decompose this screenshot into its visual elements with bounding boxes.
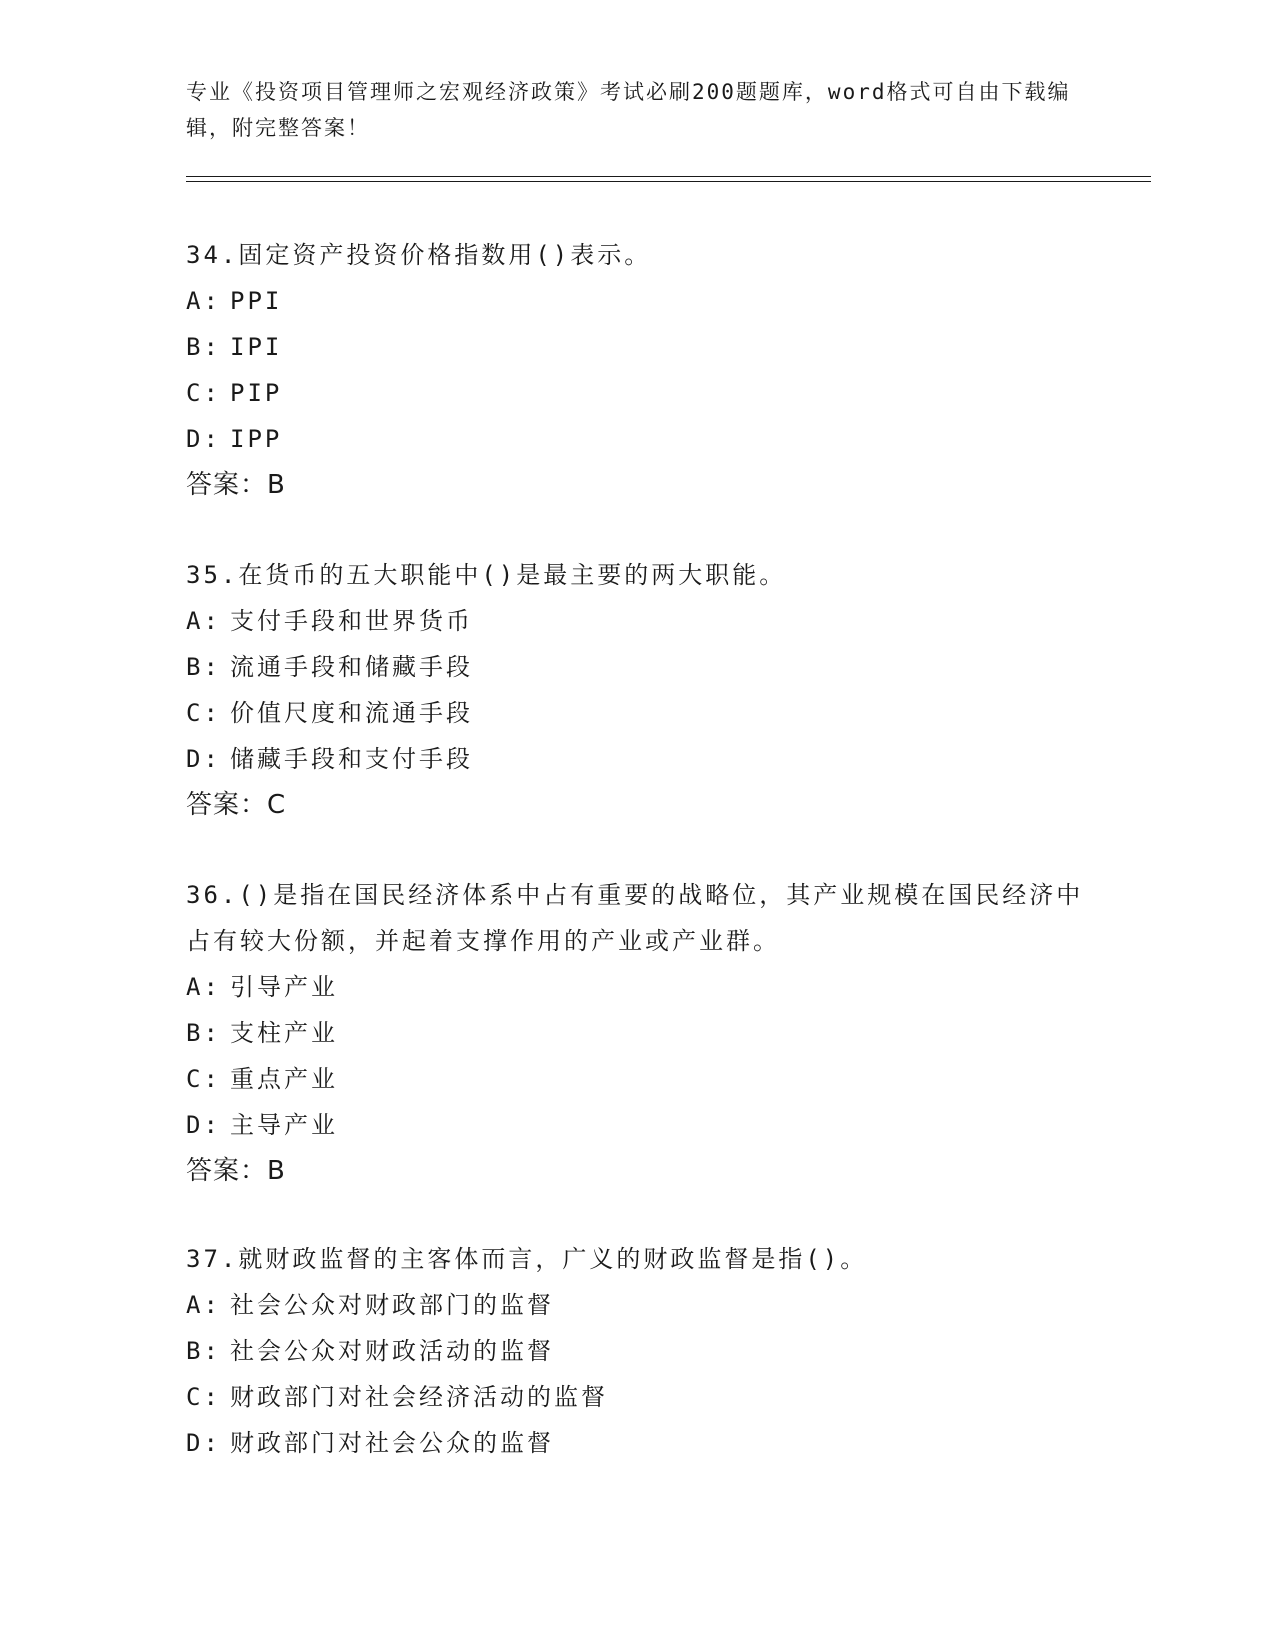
option-d [186, 416, 1086, 462]
option-letter: B: [186, 333, 221, 361]
option-text: 支付手段和世界货币 [230, 607, 473, 635]
document-header-text: 专业《投资项目管理师之宏观经济政策》考试必刷200题题库，word格式可自由下载编辑，附完整答案！ [186, 80, 1071, 140]
header-divider-line [186, 176, 1151, 177]
option-b [186, 644, 1086, 690]
option-c [186, 1056, 1086, 1102]
option-a [186, 278, 1086, 324]
option-letter: C: [186, 1065, 221, 1093]
question-stem: 37.就财政监督的主客体而言，广义的财政监督是指()。 [186, 1245, 868, 1273]
option-text: 流通手段和储藏手段 [230, 653, 473, 681]
question-34 [186, 232, 1086, 508]
question-stem: 34.固定资产投资价格指数用()表示。 [186, 241, 652, 269]
option-text: IPI [230, 333, 283, 361]
option-a [186, 598, 1086, 644]
option-letter: C: [186, 1383, 221, 1411]
option-text: 重点产业 [230, 1065, 338, 1093]
option-letter: D: [186, 745, 221, 773]
option-text: 储藏手段和支付手段 [230, 745, 473, 773]
option-letter: A: [186, 607, 221, 635]
option-b [186, 1328, 1086, 1374]
question-37 [186, 1236, 1086, 1466]
option-text: 社会公众对财政活动的监督 [230, 1337, 554, 1365]
option-c [186, 1374, 1086, 1420]
option-b [186, 1010, 1086, 1056]
option-text: 支柱产业 [230, 1019, 338, 1047]
option-text: IPP [230, 425, 283, 453]
option-text: PIP [230, 379, 283, 407]
option-letter: A: [186, 287, 221, 315]
option-letter: D: [186, 1111, 221, 1139]
answer-line: 答案：C [186, 790, 287, 820]
option-letter: D: [186, 1429, 221, 1457]
option-d [186, 1420, 1086, 1466]
question-36 [186, 872, 1086, 1194]
option-b [186, 324, 1086, 370]
option-c [186, 370, 1086, 416]
question-stem: 36.()是指在国民经济体系中占有重要的战略位，其产业规模在国民经济中占有较大份额，并起着支撑作用的产业或产业群。 [186, 881, 1084, 955]
option-a [186, 1282, 1086, 1328]
option-text: 主导产业 [230, 1111, 338, 1139]
option-letter: B: [186, 653, 221, 681]
option-text: 引导产业 [230, 973, 338, 1001]
header-divider-line-second [186, 181, 1151, 182]
option-text: 财政部门对社会经济活动的监督 [230, 1383, 608, 1411]
option-a [186, 964, 1086, 1010]
option-letter: D: [186, 425, 221, 453]
option-text: 社会公众对财政部门的监督 [230, 1291, 554, 1319]
option-letter: B: [186, 1337, 221, 1365]
option-c [186, 690, 1086, 736]
answer-line: 答案：B [186, 470, 286, 500]
question-stem: 35.在货币的五大职能中()是最主要的两大职能。 [186, 561, 787, 589]
option-letter: C: [186, 699, 221, 727]
option-letter: B: [186, 1019, 221, 1047]
option-letter: A: [186, 973, 221, 1001]
option-d [186, 736, 1086, 782]
option-text: 价值尺度和流通手段 [230, 699, 473, 727]
option-d [186, 1102, 1086, 1148]
option-letter: C: [186, 379, 221, 407]
answer-line: 答案：B [186, 1156, 286, 1186]
option-letter: A: [186, 1291, 221, 1319]
question-35 [186, 552, 1086, 828]
option-text: 财政部门对社会公众的监督 [230, 1429, 554, 1457]
option-text: PPI [230, 287, 283, 315]
